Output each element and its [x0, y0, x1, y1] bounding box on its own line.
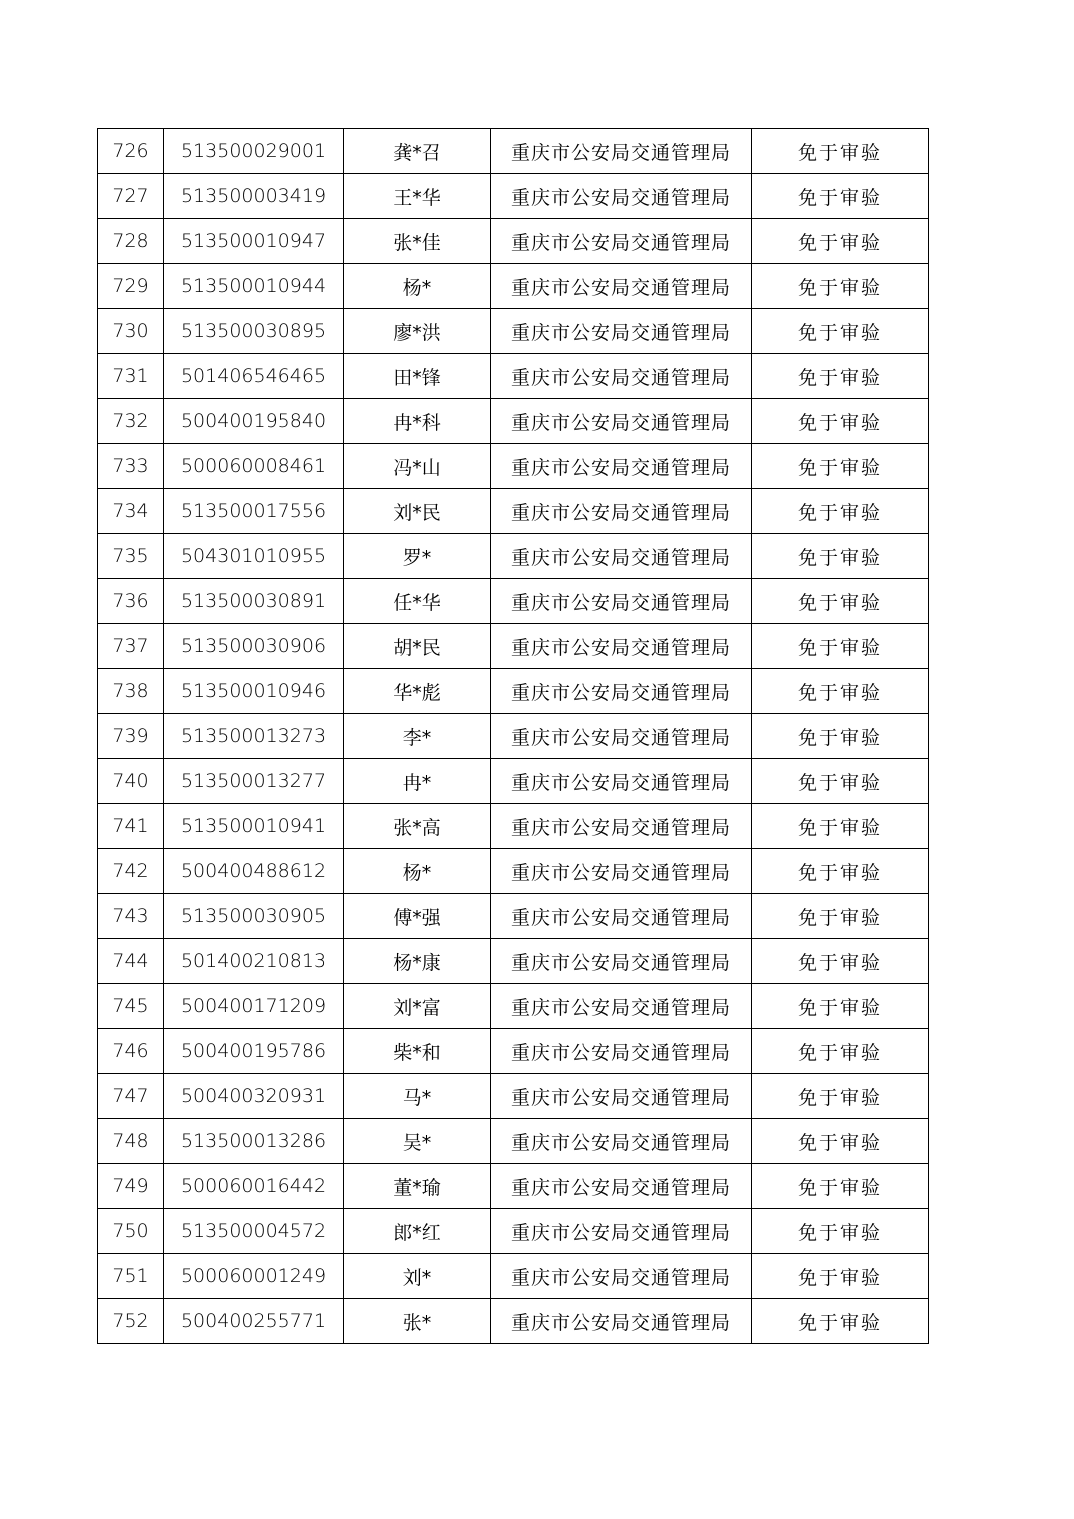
status-cell: 免于审验	[752, 1209, 929, 1254]
authority-cell: 重庆市公安局交通管理局	[491, 1119, 752, 1164]
row-number-cell: 750	[98, 1209, 164, 1254]
table-row	[98, 939, 929, 984]
table-row	[98, 489, 929, 534]
row-number-cell: 740	[98, 759, 164, 804]
row-number-cell: 737	[98, 624, 164, 669]
authority-cell: 重庆市公安局交通管理局	[491, 624, 752, 669]
record-id-cell: 504301010955	[164, 534, 344, 579]
person-name-cell: 龚*召	[344, 129, 491, 174]
status-cell: 免于审验	[752, 849, 929, 894]
status-cell: 免于审验	[752, 1299, 929, 1344]
exemption-table-body	[98, 129, 929, 1344]
status-cell: 免于审验	[752, 714, 929, 759]
authority-cell: 重庆市公安局交通管理局	[491, 894, 752, 939]
authority-cell: 重庆市公安局交通管理局	[491, 354, 752, 399]
row-number-cell: 731	[98, 354, 164, 399]
status-cell: 免于审验	[752, 264, 929, 309]
table-row	[98, 1119, 929, 1164]
authority-cell: 重庆市公安局交通管理局	[491, 804, 752, 849]
authority-cell: 重庆市公安局交通管理局	[491, 759, 752, 804]
authority-cell: 重庆市公安局交通管理局	[491, 489, 752, 534]
table-row	[98, 309, 929, 354]
authority-cell: 重庆市公安局交通管理局	[491, 669, 752, 714]
table-row	[98, 1254, 929, 1299]
person-name-cell: 刘*	[344, 1254, 491, 1299]
authority-cell: 重庆市公安局交通管理局	[491, 1254, 752, 1299]
person-name-cell: 傅*强	[344, 894, 491, 939]
person-name-cell: 冉*科	[344, 399, 491, 444]
row-number-cell: 748	[98, 1119, 164, 1164]
table-row	[98, 1164, 929, 1209]
person-name-cell: 杨*康	[344, 939, 491, 984]
status-cell: 免于审验	[752, 444, 929, 489]
record-id-cell: 513500004572	[164, 1209, 344, 1254]
person-name-cell: 冉*	[344, 759, 491, 804]
authority-cell: 重庆市公安局交通管理局	[491, 1209, 752, 1254]
row-number-cell: 736	[98, 579, 164, 624]
table-row	[98, 759, 929, 804]
person-name-cell: 胡*民	[344, 624, 491, 669]
record-id-cell: 501400210813	[164, 939, 344, 984]
row-number-cell: 744	[98, 939, 164, 984]
record-id-cell: 513500003419	[164, 174, 344, 219]
record-id-cell: 513500029001	[164, 129, 344, 174]
authority-cell: 重庆市公安局交通管理局	[491, 444, 752, 489]
table-row	[98, 444, 929, 489]
person-name-cell: 刘*民	[344, 489, 491, 534]
record-id-cell: 500060016442	[164, 1164, 344, 1209]
person-name-cell: 马*	[344, 1074, 491, 1119]
record-id-cell: 501406546465	[164, 354, 344, 399]
table-row	[98, 399, 929, 444]
person-name-cell: 田*锋	[344, 354, 491, 399]
table-row	[98, 849, 929, 894]
person-name-cell: 柴*和	[344, 1029, 491, 1074]
status-cell: 免于审验	[752, 174, 929, 219]
authority-cell: 重庆市公安局交通管理局	[491, 219, 752, 264]
table-row	[98, 624, 929, 669]
record-id-cell: 500060008461	[164, 444, 344, 489]
row-number-cell: 728	[98, 219, 164, 264]
record-id-cell: 513500010947	[164, 219, 344, 264]
record-id-cell: 513500010944	[164, 264, 344, 309]
person-name-cell: 冯*山	[344, 444, 491, 489]
record-id-cell: 513500030905	[164, 894, 344, 939]
row-number-cell: 732	[98, 399, 164, 444]
status-cell: 免于审验	[752, 1029, 929, 1074]
record-id-cell: 513500030895	[164, 309, 344, 354]
authority-cell: 重庆市公安局交通管理局	[491, 714, 752, 759]
record-id-cell: 513500013286	[164, 1119, 344, 1164]
status-cell: 免于审验	[752, 219, 929, 264]
table-row	[98, 354, 929, 399]
row-number-cell: 747	[98, 1074, 164, 1119]
authority-cell: 重庆市公安局交通管理局	[491, 579, 752, 624]
person-name-cell: 李*	[344, 714, 491, 759]
row-number-cell: 745	[98, 984, 164, 1029]
status-cell: 免于审验	[752, 894, 929, 939]
status-cell: 免于审验	[752, 399, 929, 444]
status-cell: 免于审验	[752, 1164, 929, 1209]
authority-cell: 重庆市公安局交通管理局	[491, 1074, 752, 1119]
person-name-cell: 张*佳	[344, 219, 491, 264]
table-row	[98, 129, 929, 174]
row-number-cell: 746	[98, 1029, 164, 1074]
person-name-cell: 王*华	[344, 174, 491, 219]
status-cell: 免于审验	[752, 1074, 929, 1119]
record-id-cell: 513500030891	[164, 579, 344, 624]
record-id-cell: 513500010946	[164, 669, 344, 714]
row-number-cell: 729	[98, 264, 164, 309]
record-id-cell: 500400488612	[164, 849, 344, 894]
table-row	[98, 1029, 929, 1074]
authority-cell: 重庆市公安局交通管理局	[491, 984, 752, 1029]
status-cell: 免于审验	[752, 489, 929, 534]
record-id-cell: 500400195840	[164, 399, 344, 444]
record-id-cell: 500400195786	[164, 1029, 344, 1074]
authority-cell: 重庆市公安局交通管理局	[491, 534, 752, 579]
authority-cell: 重庆市公安局交通管理局	[491, 1029, 752, 1074]
table-row	[98, 219, 929, 264]
person-name-cell: 华*彪	[344, 669, 491, 714]
status-cell: 免于审验	[752, 129, 929, 174]
status-cell: 免于审验	[752, 1119, 929, 1164]
authority-cell: 重庆市公安局交通管理局	[491, 129, 752, 174]
table-row	[98, 1299, 929, 1344]
record-id-cell: 513500030906	[164, 624, 344, 669]
row-number-cell: 743	[98, 894, 164, 939]
authority-cell: 重庆市公安局交通管理局	[491, 399, 752, 444]
status-cell: 免于审验	[752, 1254, 929, 1299]
authority-cell: 重庆市公安局交通管理局	[491, 264, 752, 309]
status-cell: 免于审验	[752, 579, 929, 624]
status-cell: 免于审验	[752, 984, 929, 1029]
person-name-cell: 董*瑜	[344, 1164, 491, 1209]
status-cell: 免于审验	[752, 804, 929, 849]
row-number-cell: 727	[98, 174, 164, 219]
authority-cell: 重庆市公安局交通管理局	[491, 849, 752, 894]
row-number-cell: 726	[98, 129, 164, 174]
status-cell: 免于审验	[752, 669, 929, 714]
person-name-cell: 刘*富	[344, 984, 491, 1029]
person-name-cell: 郎*红	[344, 1209, 491, 1254]
status-cell: 免于审验	[752, 624, 929, 669]
table-row	[98, 579, 929, 624]
row-number-cell: 730	[98, 309, 164, 354]
row-number-cell: 734	[98, 489, 164, 534]
status-cell: 免于审验	[752, 759, 929, 804]
person-name-cell: 张*	[344, 1299, 491, 1344]
record-id-cell: 500400171209	[164, 984, 344, 1029]
record-id-cell: 500400255771	[164, 1299, 344, 1344]
person-name-cell: 廖*洪	[344, 309, 491, 354]
table-row	[98, 804, 929, 849]
row-number-cell: 739	[98, 714, 164, 759]
row-number-cell: 741	[98, 804, 164, 849]
person-name-cell: 任*华	[344, 579, 491, 624]
row-number-cell: 735	[98, 534, 164, 579]
status-cell: 免于审验	[752, 354, 929, 399]
table-row	[98, 894, 929, 939]
row-number-cell: 738	[98, 669, 164, 714]
row-number-cell: 733	[98, 444, 164, 489]
record-id-cell: 513500010941	[164, 804, 344, 849]
table-row	[98, 1074, 929, 1119]
row-number-cell: 749	[98, 1164, 164, 1209]
table-row	[98, 714, 929, 759]
status-cell: 免于审验	[752, 939, 929, 984]
row-number-cell: 751	[98, 1254, 164, 1299]
table-row	[98, 174, 929, 219]
person-name-cell: 罗*	[344, 534, 491, 579]
table-row	[98, 669, 929, 714]
table-row	[98, 534, 929, 579]
record-id-cell: 500400320931	[164, 1074, 344, 1119]
row-number-cell: 752	[98, 1299, 164, 1344]
person-name-cell: 吴*	[344, 1119, 491, 1164]
status-cell: 免于审验	[752, 534, 929, 579]
authority-cell: 重庆市公安局交通管理局	[491, 174, 752, 219]
record-id-cell: 513500013277	[164, 759, 344, 804]
row-number-cell: 742	[98, 849, 164, 894]
authority-cell: 重庆市公安局交通管理局	[491, 939, 752, 984]
authority-cell: 重庆市公安局交通管理局	[491, 1164, 752, 1209]
record-id-cell: 500060001249	[164, 1254, 344, 1299]
record-id-cell: 513500017556	[164, 489, 344, 534]
exemption-table	[97, 128, 929, 1344]
record-id-cell: 513500013273	[164, 714, 344, 759]
authority-cell: 重庆市公安局交通管理局	[491, 309, 752, 354]
status-cell: 免于审验	[752, 309, 929, 354]
table-row	[98, 264, 929, 309]
person-name-cell: 杨*	[344, 849, 491, 894]
table-row	[98, 1209, 929, 1254]
person-name-cell: 张*高	[344, 804, 491, 849]
person-name-cell: 杨*	[344, 264, 491, 309]
table-row	[98, 984, 929, 1029]
authority-cell: 重庆市公安局交通管理局	[491, 1299, 752, 1344]
